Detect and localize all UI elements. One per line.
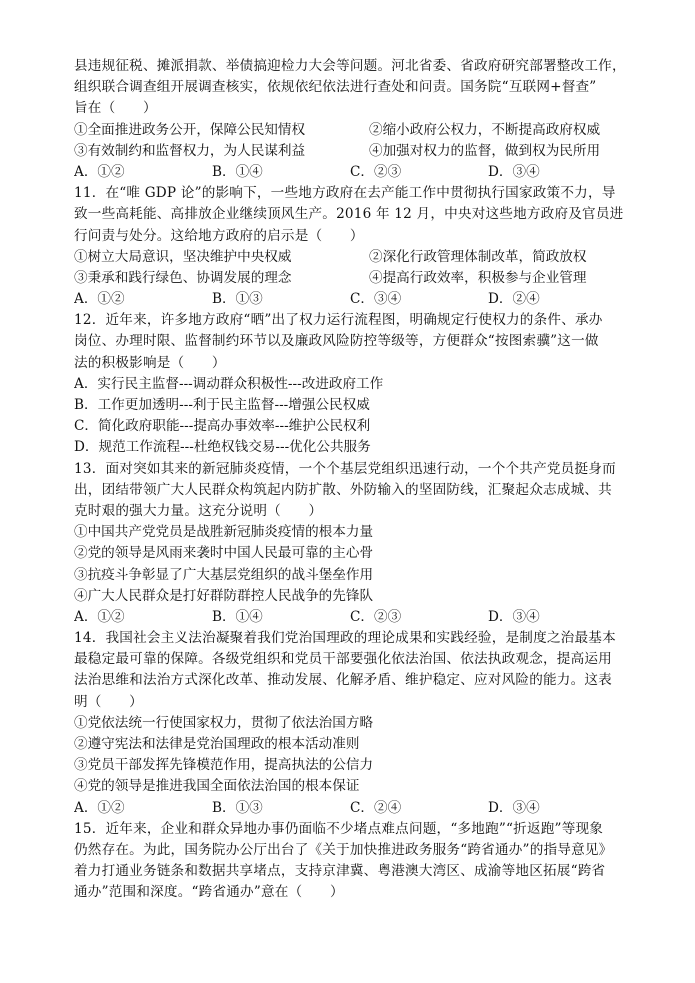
- statement-row: [74, 141, 626, 162]
- statement-row: [74, 120, 626, 141]
- stem-line: 法的积极影响是（ ）: [74, 354, 226, 371]
- question-14: [74, 628, 626, 819]
- choice-row: [74, 289, 626, 310]
- stem-line: 15．近年来，企业和群众异地办事仍面临不少堵点难点问题，“多地跑”“折返跑”等现象: [74, 820, 604, 837]
- choice-row: [74, 162, 626, 183]
- stem-line: 11．在“唯 GDP 论”的影响下，一些地方政府在去产能工作中贯彻执行国家政策不力，导: [74, 185, 616, 202]
- statement: ①中国共产党党员是战胜新冠肺炎疫情的根本力量: [74, 524, 374, 541]
- choice-row: [74, 607, 626, 628]
- choice-d[interactable]: D．②④: [488, 291, 540, 308]
- statement: ②遵守宪法和法律是党治国理政的根本活动准则: [74, 736, 360, 752]
- choice-b[interactable]: B．①④: [212, 608, 263, 625]
- stem-line: 克时艰的强大力量。这充分说明（ ）: [74, 502, 323, 519]
- choice-c[interactable]: C．②③: [350, 163, 402, 180]
- statement: ①全面推进政务公开，保障公民知情权: [74, 121, 306, 138]
- statement: ②深化行政管理体制改革，简政放权: [369, 248, 587, 265]
- choice-d[interactable]: D．规范工作流程---杜绝权钱交易---优化公共服务: [74, 439, 371, 456]
- stem-line: 12．近年来，许多地方政府“晒”出了权力运行流程图，明确规定行使权力的条件、承办: [74, 312, 603, 329]
- choice-row: [74, 798, 626, 819]
- question-13: [74, 459, 626, 629]
- choice-c[interactable]: C．③④: [350, 291, 402, 308]
- question-10: [74, 56, 626, 183]
- statement: ②党的领导是风雨来袭时中国人民最可靠的主心骨: [74, 545, 374, 562]
- stem-line: 致一些高耗能、高排放企业继续顶风生产。2016 年 12 月，中央对这些地方政府及官员进: [74, 206, 624, 223]
- choice-c[interactable]: C．简化政府职能---提高办事效率---维护公民权利: [74, 418, 371, 435]
- statement: ③秉承和践行绿色、协调发展的理念: [74, 269, 292, 286]
- statement: ①树立大局意识，坚决维护中央权威: [74, 248, 292, 265]
- exam-page: [74, 56, 626, 904]
- choice-d[interactable]: D．③④: [488, 799, 540, 816]
- stem-line: 组织联合调查组开展调查核实，依规依纪依法进行查处和问责。国务院“互联网+督查”: [74, 79, 597, 96]
- stem-line: 出，团结带领广大人民群众构筑起内防扩散、外防输入的坚固防线，汇聚起众志成城、共: [74, 481, 612, 498]
- question-15: [74, 819, 626, 904]
- choice-c[interactable]: C．②④: [350, 799, 402, 816]
- statement: ③党员干部发挥先锋模范作用，提高执法的公信力: [74, 757, 374, 774]
- choice-d[interactable]: D．③④: [488, 163, 540, 180]
- question-11: [74, 183, 626, 310]
- statement-row: [74, 268, 626, 289]
- choice-b[interactable]: B．①③: [212, 799, 263, 816]
- stem-line: 法治思维和法治方式深化改革、推动发展、化解矛盾、维护稳定、应对风险的能力。这表: [74, 672, 612, 689]
- stem-line: 最稳定最可靠的保障。各级党组织和党员干部要强化依法治国、依法执政观念，提高运用: [74, 651, 612, 668]
- choice-b[interactable]: B．①③: [212, 291, 263, 308]
- statement: ④广大人民群众是打好群防群控人民战争的先锋队: [74, 587, 374, 604]
- stem-line: 行问责与处分。这给地方政府的启示是（ ）: [74, 227, 364, 244]
- stem-line: 岗位、办理时限、监督制约环节以及廉政风险防控等级等，方便群众“按图索骥”这一做: [74, 333, 599, 350]
- stem-line: 通办”范围和深度。“跨省通办”意在（ ）: [74, 884, 344, 901]
- statement: ①党依法统一行使国家权力，贯彻了依法治国方略: [74, 714, 374, 731]
- statement: ④加强对权力的监督，做到权为民所用: [369, 142, 601, 159]
- stem-line: 明（ ）: [74, 693, 143, 710]
- stem-line: 14．我国社会主义法治凝聚着我们党治国理政的理论成果和实践经验，是制度之治最基本: [74, 630, 616, 647]
- choice-a[interactable]: A．实行民主监督---调动群众积极性---改进政府工作: [74, 375, 384, 392]
- stem-line: 旨在（ ）: [74, 100, 157, 117]
- stem-line: 仍然存在。为此，国务院办公厅出台了《关于加快推进政务服务“跨省通办”的指导意见》: [74, 841, 613, 858]
- stem-line: 着力打通业务链条和数据共享堵点，支持京津冀、粤港澳大湾区、成渝等地区拓展“跨省: [74, 863, 606, 880]
- statement: ③有效制约和监督权力，为人民谋利益: [74, 142, 306, 159]
- choice-a[interactable]: A．①②: [74, 163, 125, 180]
- choice-a[interactable]: A．①②: [74, 799, 125, 816]
- statement: ④党的领导是推进我国全面依法治国的根本保证: [74, 778, 360, 795]
- stem-line: 县违规征税、摊派捐款、举债搞迎检力大会等问题。河北省委、省政府研究部署整改工作，: [74, 58, 626, 74]
- statement-row: [74, 247, 626, 268]
- statement: ③抗疫斗争彰显了广大基层党组织的战斗堡垒作用: [74, 566, 374, 583]
- choice-d[interactable]: D．③④: [488, 608, 540, 625]
- choice-b[interactable]: B．①④: [212, 163, 263, 180]
- choice-a[interactable]: A．①②: [74, 608, 125, 625]
- question-12: [74, 310, 626, 458]
- statement: ②缩小政府公权力，不断提高政府权威: [369, 121, 601, 138]
- stem-line: 13．面对突如其来的新冠肺炎疫情，一个个基层党组织迅速行动，一个个共产党员挺身而: [74, 460, 616, 477]
- choice-c[interactable]: C．②③: [350, 608, 402, 625]
- statement: ④提高行政效率，积极参与企业管理: [369, 269, 587, 286]
- choice-b[interactable]: B．工作更加透明---利于民主监督---增强公民权威: [74, 397, 370, 413]
- choice-a[interactable]: A．①②: [74, 291, 125, 308]
